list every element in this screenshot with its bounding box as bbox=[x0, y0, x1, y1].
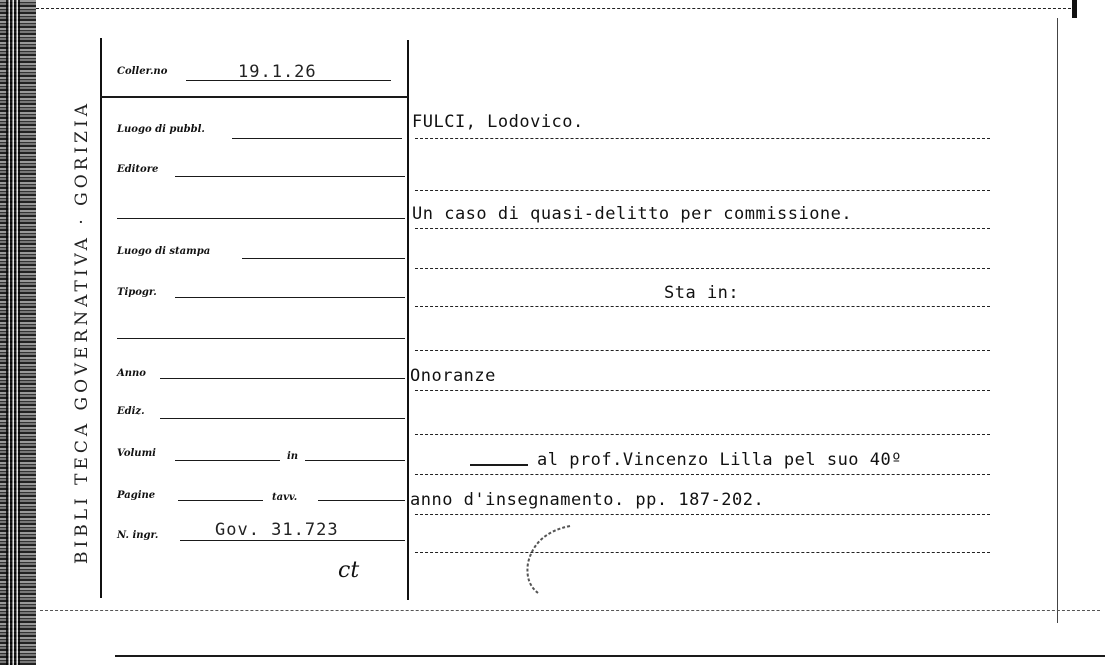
rline-7 bbox=[415, 390, 990, 391]
top-edge-line bbox=[36, 8, 1076, 9]
line-luogo-pubblicazione bbox=[232, 138, 402, 139]
rline-4 bbox=[415, 268, 990, 269]
dedication-line: al prof.Vincenzo Lilla pel suo 40º bbox=[537, 450, 902, 470]
label-editore: Editore bbox=[117, 164, 159, 175]
rline-9 bbox=[415, 474, 990, 475]
rline-3 bbox=[415, 228, 990, 229]
rline-11 bbox=[415, 552, 990, 553]
rline-8 bbox=[415, 434, 990, 435]
label-collocazione: Coller.no bbox=[117, 66, 168, 77]
label-volumi: Volumi bbox=[117, 448, 156, 459]
dash-placeholder bbox=[470, 464, 528, 466]
label-edizione: Ediz. bbox=[117, 406, 145, 417]
library-stamp: BIBLI TECA GOVERNATIVA · GORIZIA bbox=[72, 100, 92, 564]
rline-5 bbox=[415, 306, 990, 307]
line-tipografia-2 bbox=[117, 338, 405, 339]
work-title: Un caso di quasi-delitto per commissione. bbox=[412, 204, 853, 224]
card-right-border bbox=[1057, 18, 1058, 623]
faint-stamp-mark bbox=[510, 518, 590, 598]
line-editore-2 bbox=[117, 218, 405, 219]
label-pagine: Pagine bbox=[117, 490, 156, 501]
line-tavole bbox=[318, 500, 405, 501]
label-in: in bbox=[287, 451, 299, 462]
center-column-border bbox=[407, 40, 409, 600]
label-tavole: tavv. bbox=[272, 492, 298, 503]
line-volumi bbox=[175, 460, 280, 461]
pages-line: anno d'insegnamento. pp. 187-202. bbox=[410, 490, 765, 510]
handwritten-initials: ct bbox=[338, 558, 360, 583]
rline-6 bbox=[415, 350, 990, 351]
line-anno bbox=[160, 378, 405, 379]
rline-1 bbox=[415, 138, 990, 139]
author-name: FULCI, Lodovico. bbox=[412, 112, 584, 132]
label-tipografia: Tipogr. bbox=[117, 287, 157, 298]
collection-title: Onoranze bbox=[410, 366, 496, 386]
line-luogo-stampa bbox=[242, 258, 405, 259]
collocazione-value: 19.1.26 bbox=[238, 62, 317, 82]
line-edizione bbox=[160, 418, 405, 419]
line-tipografia bbox=[175, 297, 405, 298]
sta-in-label: Sta in: bbox=[664, 283, 740, 303]
right-edge-mark bbox=[1072, 0, 1077, 18]
bottom-border-line bbox=[115, 655, 1105, 657]
left-column-border bbox=[100, 38, 102, 598]
rline-2 bbox=[415, 190, 990, 191]
numero-ingresso-value: Gov. 31.723 bbox=[215, 520, 339, 540]
line-numero-ingresso bbox=[180, 540, 405, 541]
line-pagine bbox=[178, 500, 263, 501]
rline-10 bbox=[415, 514, 990, 515]
label-numero-ingresso: N. ingr. bbox=[117, 530, 159, 541]
divider-header bbox=[100, 96, 408, 98]
label-anno: Anno bbox=[117, 368, 146, 379]
bottom-edge-line bbox=[40, 610, 1100, 611]
line-in bbox=[305, 460, 405, 461]
label-luogo-pubblicazione: Luogo di pubbl. bbox=[117, 124, 205, 135]
line-editore bbox=[175, 176, 405, 177]
scanner-edge-strip bbox=[0, 0, 36, 665]
label-luogo-stampa: Luogo di stampa bbox=[117, 246, 211, 257]
